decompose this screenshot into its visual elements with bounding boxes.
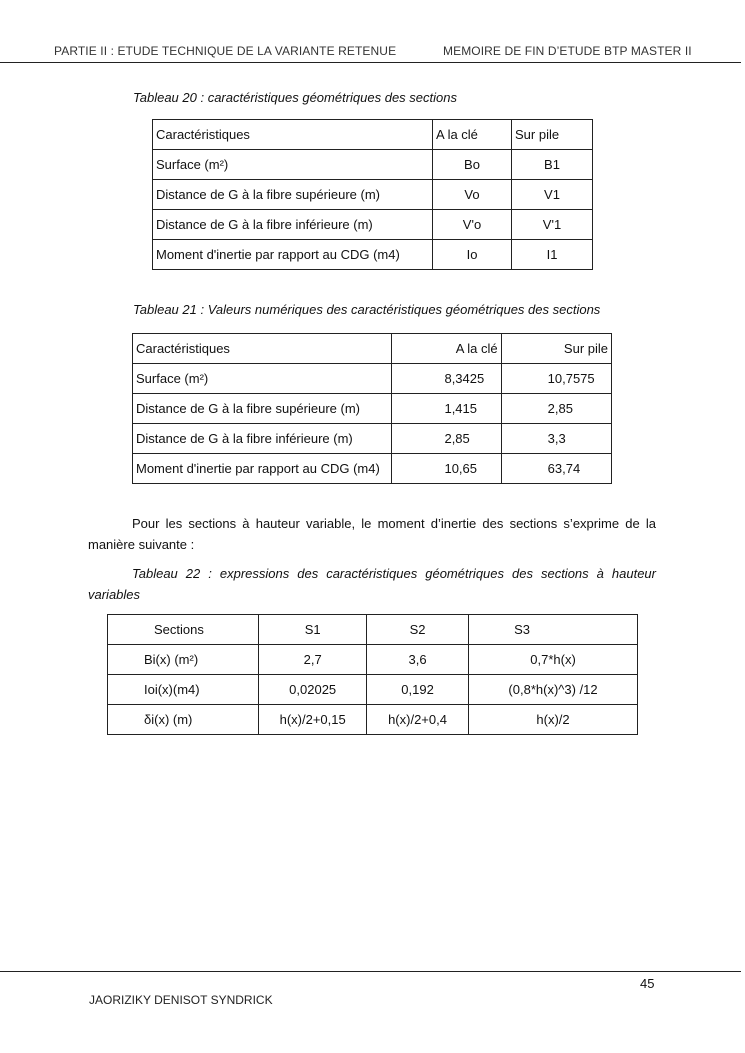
cell: V1	[512, 180, 593, 210]
table-row	[153, 180, 593, 210]
table-header-row	[153, 120, 593, 150]
cell: V'1	[512, 210, 593, 240]
cell: Distance de G à la fibre inférieure (m)	[153, 210, 433, 240]
cell: 1,415	[392, 394, 501, 424]
cell: 3,3	[501, 424, 611, 454]
table-20	[152, 119, 593, 270]
cell: h(x)/2+0,4	[367, 705, 469, 735]
header-cell: A la clé	[433, 120, 512, 150]
cell: Bo	[433, 150, 512, 180]
table21-caption: Tableau 21 : Valeurs numériques des caractéristiques géométriques des sections	[133, 302, 601, 317]
cell: V'o	[433, 210, 512, 240]
cell: B1	[512, 150, 593, 180]
cell: h(x)/2+0,15	[259, 705, 367, 735]
cell: Surface (m²)	[153, 150, 433, 180]
cell: 10,7575	[501, 364, 611, 394]
cell: 2,7	[259, 645, 367, 675]
header-cell: A la clé	[392, 334, 501, 364]
cell: Surface (m²)	[133, 364, 392, 394]
header-cell: Caractéristiques	[153, 120, 433, 150]
table-22	[107, 614, 638, 735]
table-row	[153, 240, 593, 270]
table22-caption: Tableau 22 : expressions des caractéristiques géométriques des sections à hauteur variables	[88, 566, 656, 602]
cell: (0,8*h(x)^3) /12	[469, 675, 638, 705]
table-row	[108, 675, 638, 705]
cell: 8,3425	[392, 364, 501, 394]
table-header-row	[108, 615, 638, 645]
table-row	[108, 705, 638, 735]
cell: Moment d'inertie par rapport au CDG (m4)	[153, 240, 433, 270]
header-cell: Sur pile	[501, 334, 611, 364]
header-cell: S1	[259, 615, 367, 645]
cell: Distance de G à la fibre inférieure (m)	[133, 424, 392, 454]
cell: Ioi(x)(m4)	[108, 675, 259, 705]
header-cell: Caractéristiques	[133, 334, 392, 364]
cell: 2,85	[501, 394, 611, 424]
table20-caption: Tableau 20 : caractéristiques géométriques des sections	[133, 90, 457, 105]
cell: h(x)/2	[469, 705, 638, 735]
cell: 0,7*h(x)	[469, 645, 638, 675]
page-number: 45	[640, 976, 655, 991]
cell: Distance de G à la fibre supérieure (m)	[153, 180, 433, 210]
table-row	[108, 645, 638, 675]
header-cell: S3	[469, 615, 638, 645]
table-row	[133, 394, 612, 424]
table-row	[133, 424, 612, 454]
cell: I1	[512, 240, 593, 270]
cell: 0,02025	[259, 675, 367, 705]
table-row	[153, 210, 593, 240]
header-cell: Sur pile	[512, 120, 593, 150]
header-cell: S2	[367, 615, 469, 645]
cell: 2,85	[392, 424, 501, 454]
footer-author: JAORIZIKY DENISOT SYNDRICK	[89, 993, 273, 1007]
cell: Bi(x) (m²)	[108, 645, 259, 675]
cell: Io	[433, 240, 512, 270]
cell: Distance de G à la fibre supérieure (m)	[133, 394, 392, 424]
footer-divider	[0, 971, 741, 972]
cell: δi(x) (m)	[108, 705, 259, 735]
cell: 10,65	[392, 454, 501, 484]
page-header	[0, 40, 741, 63]
table-header-row	[133, 334, 612, 364]
table-row	[133, 364, 612, 394]
header-chapter: PARTIE II : ETUDE TECHNIQUE DE LA VARIANTE RETENUE	[54, 44, 397, 58]
header-title: MEMOIRE DE FIN D’ETUDE BTP MASTER II	[443, 44, 692, 58]
table-21	[132, 333, 612, 484]
cell: Vo	[433, 180, 512, 210]
cell: 0,192	[367, 675, 469, 705]
table-row	[153, 150, 593, 180]
cell: 63,74	[501, 454, 611, 484]
header-cell: Sections	[108, 615, 259, 645]
cell: Moment d'inertie par rapport au CDG (m4)	[133, 454, 392, 484]
cell: 3,6	[367, 645, 469, 675]
body-paragraph: Pour les sections à hauteur variable, le moment d’inertie des sections s’exprime de la manière suivante :	[88, 516, 656, 552]
table-row	[133, 454, 612, 484]
